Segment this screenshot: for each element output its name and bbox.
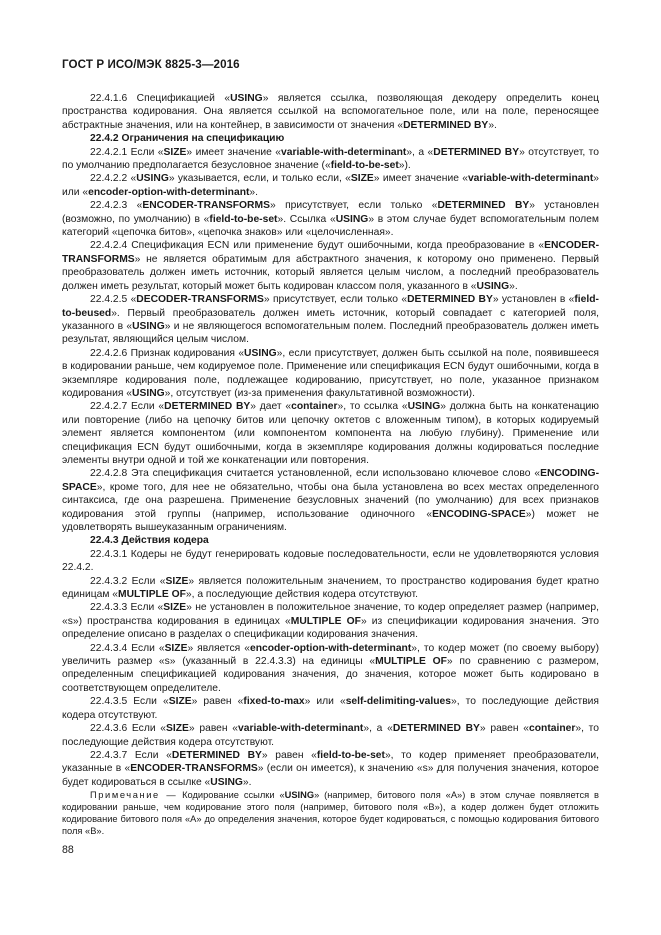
para-22-4-2-1: 22.4.2.1 Если «SIZE» имеет значение «variable-with-determinant», а «DETERMINED BY» отсутствует, то по умолчанию предполагается безусловное значение («field-to-be-set»). [62, 146, 599, 172]
note-label: Примечание — [90, 790, 178, 801]
para-22-4-1-6: 22.4.1.6 Спецификацией «USING» является ссылка, позволяющая декодеру определить конец пространства кодирования. Она является ссылкой на вспомогательное поле, или на поле, переносящее абстрактные значения, или на контейнер, в зависимости от значения «DETERMINED BY». [62, 93, 599, 131]
document-body [62, 92, 599, 837]
para-22-4-2-3: 22.4.2.3 «ENCODER-TRANSFORMS» присутствует, если только «DETERMINED BY» установлен (возможно, по умолчанию) в «field-to-be-set». Ссылка «USING» в этом случае будет вспомогательным полем категорий «цепочка битов», «цепочка знаков» или «целочисленная». [62, 200, 600, 239]
para-22-4-2-2: 22.4.2.2 «USING» указывается, если, и только если, «SIZE» имеет значение «variable-with-determinant» или «encoder-option-with-determinant». [62, 173, 599, 198]
para-22-4-3-4: 22.4.3.4 Если «SIZE» является «encoder-option-with-determinant», то кодер может (по своему выбору) увеличить размер «s» (указанный в 22.4.3.3) на единицы «MULTIPLE OF» по сравнению с размером, определенным спецификацией кодирования значения, до значения, которое может быть кодировано в соответствующем определителе. [62, 642, 600, 694]
para-22-4-2-8: 22.4.2.8 Эта спецификация считается установленной, если использовано ключевое слово «ENCODING-SPACE», кроме того, для нее не обязательно, чтобы она была установлена во всех местах определенного синтаксиса, где она разрешена. Применение безусловных значений (по умолчанию) для всех признаков кодирования этой группы (например, использование одиночного «ENCODING-SPACE») может не удовлетворять вышеуказанным ограничениям. [62, 468, 599, 533]
para-22-4-2-7: 22.4.2.7 Если «DETERMINED BY» дает «container», то ссылка «USING» должна быть на конкатенацию или повторение (либо на цепочку битов или цепочку октетов с вложенным типом), в которых кодируемый элемент является компонентом (или компонентом компонента на любую глубину). Применение или спецификация ECN будут ошибочными, когда в экземпляре кодирования должны кодироваться последние элементы внутри одной и той же конкатенации или повторения. [62, 401, 599, 466]
para-22-4-3-7: 22.4.3.7 Если «DETERMINED BY» равен «field-to-be-set», то кодер применяет преобразователи, указанные в «ENCODER-TRANSFORMS» (если он имеется), к значению «s» для получения значения, которое будет кодироваться в ссылке «USING». [62, 749, 600, 788]
para-22-4-3-5: 22.4.3.5 Если «SIZE» равен «fixed-to-max» или «self-delimiting-values», то последующие действия кодера отсутствуют. [62, 696, 599, 721]
page-number: 88 [62, 844, 74, 856]
heading-22-4-3: 22.4.3 Действия кодера [90, 535, 209, 547]
note-text: Кодирование ссылки «USING» (например, битового поля «A») в этом случае появляется в кодировании раньше, чем кодирование этого поля (например, битового поля «B»), а кодер должен будет отложить кодирование битового поля «A» до определения значения, которое будет кодироваться, с помощью кодирования битового поля «B». [62, 790, 599, 837]
para-22-4-3-1: 22.4.3.1 Кодеры не будут генерировать кодовые последовательности, если не удовлетворяются условия 22.4.2. [62, 548, 599, 574]
para-22-4-2-5: 22.4.2.5 «DECODER-TRANSFORMS» присутствует, если только «DETERMINED BY» установлен в «field-to-beused». Первый преобразователь должен иметь источник, который совпадает с категорией поля, указанного в «USING» и не являющегося вспомогательным полем. Последний преобразователь должен иметь результат, являющийся целым числом. [62, 294, 599, 346]
note-paragraph [62, 789, 599, 837]
para-22-4-2-6: 22.4.2.6 Признак кодирования «USING», если присутствует, должен быть ссылкой на поле, появившееся в кодировании раньше, чем кодируемое поле. Применение или спецификация ECN будут ошибочными, когда в экземпляре кодирования поле, подлежащее кодированию, присутствует, но поле, указанное признаком кодирования «USING», отсутствует (из-за применения факультативной возможности). [62, 347, 599, 399]
para-22-4-3-3: 22.4.3.3 Если «SIZE» не установлен в положительное значение, то кодер определяет размер (например, «s») пространства кодирования в единицах «MULTIPLE OF» из спецификации кодирования значения. Это определение описано в разделах о спецификации кодирования значения. [62, 602, 600, 641]
para-22-4-3-6: 22.4.3.6 Если «SIZE» равен «variable-with-determinant», а «DETERMINED BY» равен «container», то последующие действия кодера отсутствуют. [62, 723, 600, 748]
para-22-4-2-4: 22.4.2.4 Спецификация ECN или применение будут ошибочными, когда преобразование в «ENCODER-TRANSFORMS» не является обратимым для абстрактного значения, к которому оно применено. Первый преобразователь должен иметь источник, который является целым числом, а последний преобразователь должен иметь результат, который может быть кодирован классом поля, указанного в «USING». [62, 240, 599, 292]
document-header: ГОСТ Р ИСО/МЭК 8825-3—2016 [62, 58, 240, 71]
para-22-4-3-2: 22.4.3.2 Если «SIZE» является положительным значением, то пространство кодирования будет кратно единицам «MULTIPLE OF», а последующие действия кодера отсутствуют. [62, 575, 599, 601]
heading-22-4-2: 22.4.2 Ограничения на спецификацию [90, 133, 285, 145]
